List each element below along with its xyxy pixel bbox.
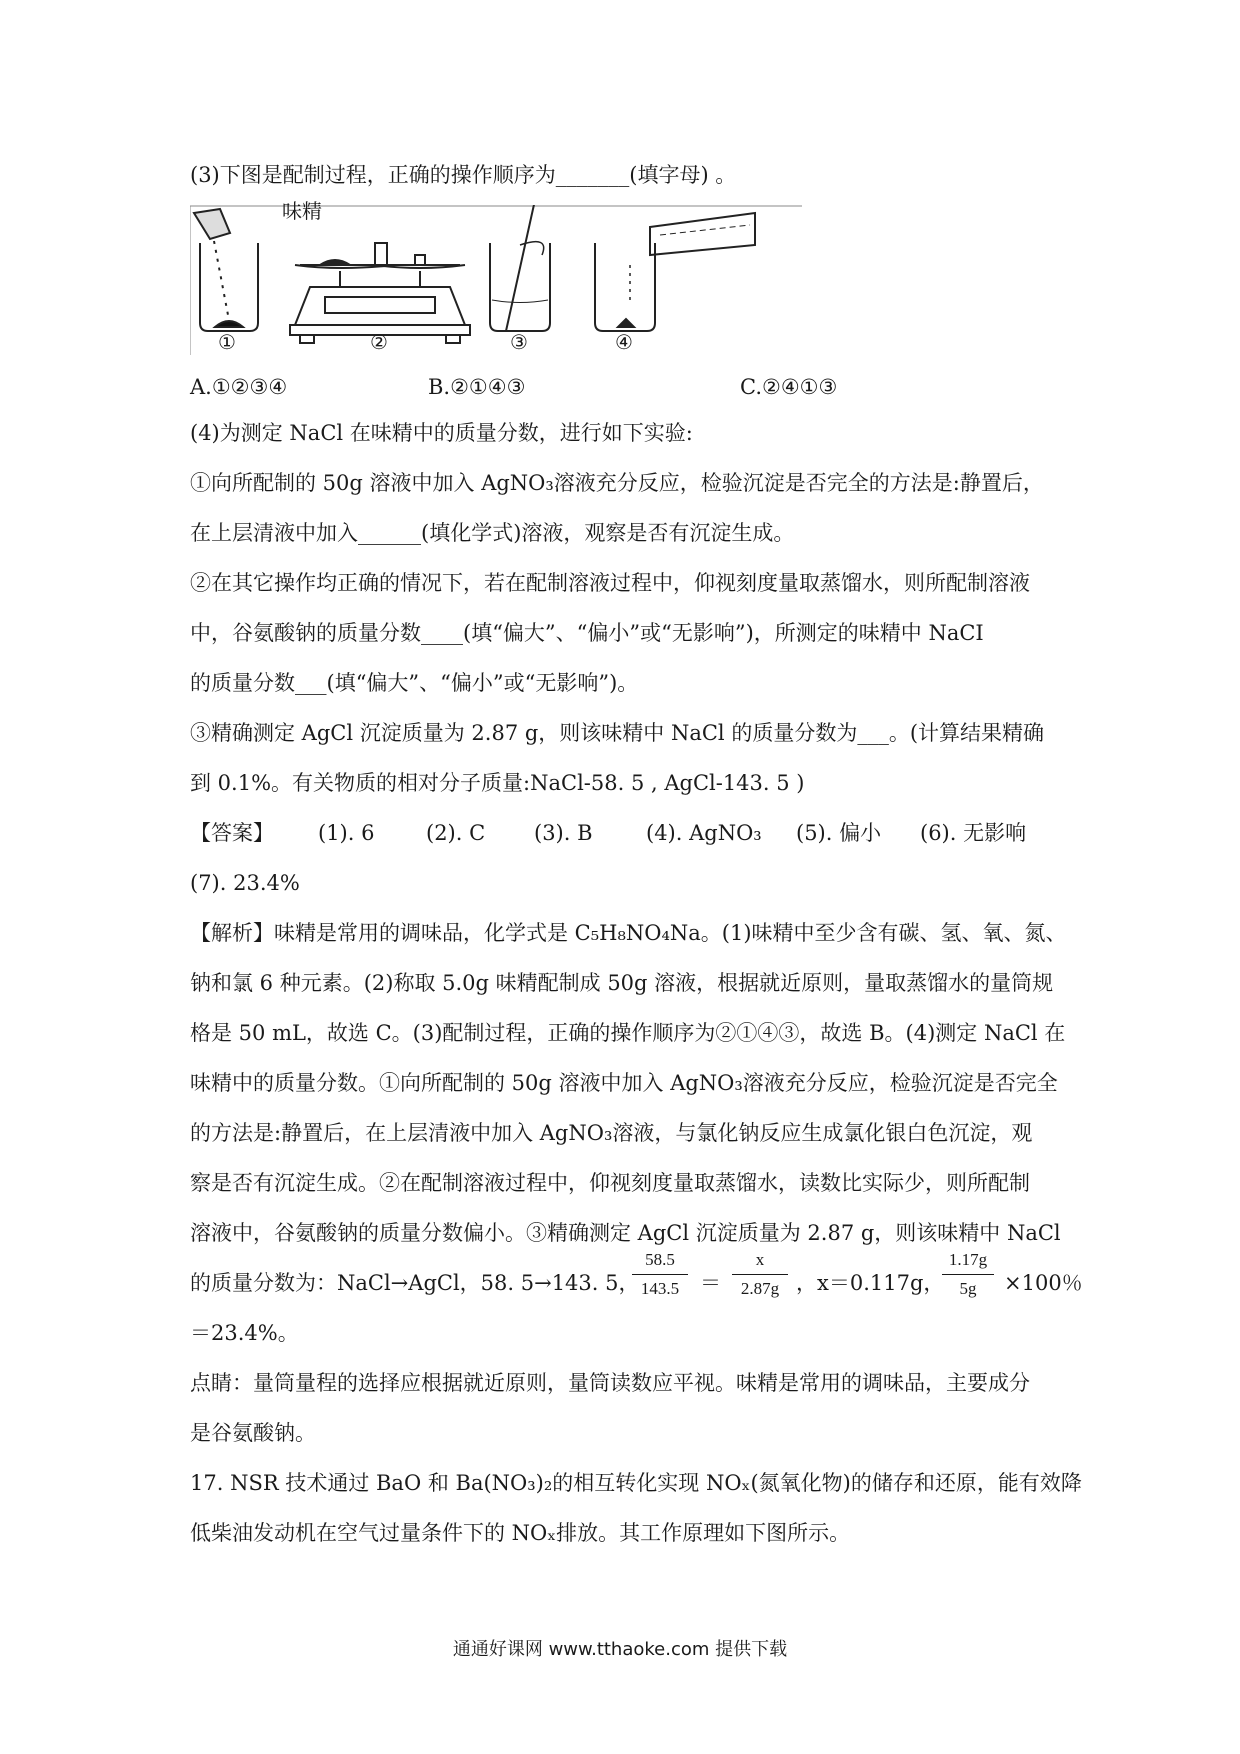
times-percent: ×100％ xyxy=(1004,1271,1083,1295)
fraction-3-numerator: 1.17g xyxy=(948,1250,988,1269)
answer-item-7: (7). 23.4% xyxy=(190,871,300,895)
q4-part1-line2: 在上层清液中加入______(填化学式)溶液，观察是否有沉淀生成。 xyxy=(190,521,795,545)
q4-part1-line1: ①向所配制的 50g 溶液中加入 AgNO₃溶液充分反应，检验沉淀是否完全的方法是:静置后， xyxy=(190,471,1044,495)
fraction-2-denominator: 2.87g xyxy=(740,1279,780,1298)
q4-part3-line1: ③精确测定 AgCl 沉淀质量为 2.87 g，则该味精中 NaCl 的质量分数为___。(计算结果精确 xyxy=(190,721,1045,745)
answer-item-3: (3). B xyxy=(534,821,593,845)
analysis-line-1: 【解析】味精是常用的调味品，化学式是 C₅H₈NO₄Na。(1)味精中至少含有碳、氢、氧、氮、 xyxy=(190,921,1067,945)
option-a: A.①②③④ xyxy=(190,375,288,399)
q3-text: (3)下图是配制过程，正确的操作顺序为_______(填字母) 。 xyxy=(190,163,737,187)
fraction-3 xyxy=(942,1250,994,1299)
equals-sign: ＝ xyxy=(700,1271,721,1295)
fraction-3-denominator: 5g xyxy=(959,1279,977,1298)
fraction-1 xyxy=(632,1250,688,1299)
comment-line-2: 是谷氨酸钠。 xyxy=(190,1421,316,1445)
q17-line-1: 17. NSR 技术通过 BaO 和 Ba(NO₃)₂的相互转化实现 NOₓ(氮氧化物)的储存和还原，能有效降 xyxy=(190,1471,1082,1495)
analysis-line-2: 钠和氯 6 种元素。(2)称取 5.0g 味精配制成 50g 溶液，根据就近原则，量取蒸馏水的量筒规 xyxy=(190,971,1054,995)
analysis-line-7: 溶液中，谷氨酸钠的质量分数偏小。③精确测定 AgCl 沉淀质量为 2.87 g，则该味精中 NaCl xyxy=(190,1221,1061,1245)
fraction-2 xyxy=(732,1250,788,1299)
answer-item-5: (5). 偏小 xyxy=(796,821,882,845)
fraction-1-bar xyxy=(632,1274,688,1275)
answer-label: 【答案】 xyxy=(190,821,274,845)
comment-line-1: 点睛：量筒量程的选择应根据就近原则，量筒读数应平视。味精是常用的调味品，主要成分 xyxy=(190,1371,1030,1395)
analysis-line-4: 味精中的质量分数。①向所配制的 50g 溶液中加入 AgNO₃溶液充分反应，检验沉淀是否完全 xyxy=(190,1071,1058,1095)
q4-part2-line2: 中，谷氨酸钠的质量分数____(填“偏大”、“偏小”或“无影响”)，所测定的味精中 NaCI xyxy=(190,621,984,645)
figure-label-3: ③ xyxy=(510,330,528,354)
answer-item-2: (2). C xyxy=(426,821,486,845)
figure-top-label: 味精 xyxy=(282,199,322,223)
q4-intro: (4)为测定 NaCl 在味精中的质量分数，进行如下实验: xyxy=(190,421,693,445)
figure-label-2: ② xyxy=(370,330,388,354)
fraction-1-numerator: 58.5 xyxy=(645,1250,675,1269)
answer-item-6: (6). 无影响 xyxy=(920,821,1027,845)
analysis-line-6: 察是否有沉淀生成。②在配制溶液过程中，仰视刻度量取蒸馏水，读数比实际少，则所配制 xyxy=(190,1171,1030,1195)
q4-part2-line3: 的质量分数___(填“偏大”、“偏小”或“无影响”)。 xyxy=(190,671,639,695)
fraction-3-bar xyxy=(942,1274,994,1275)
experiment-figure-drawing xyxy=(190,205,802,355)
analysis-mid: ，x＝0.117g， xyxy=(796,1271,945,1295)
answer-item-4: (4). AgNO₃ xyxy=(646,821,762,845)
analysis-line-9: ＝23.4%。 xyxy=(190,1321,299,1345)
option-c: C.②④①③ xyxy=(740,375,838,399)
q17-line-2: 低柴油发动机在空气过量条件下的 NOₓ排放。其工作原理如下图所示。 xyxy=(190,1521,851,1545)
analysis-line-3: 格是 50 mL，故选 C。(3)配制过程，正确的操作顺序为②①④③，故选 B。(4)测定 NaCl 在 xyxy=(190,1021,1066,1045)
figure-label-1: ① xyxy=(218,330,236,354)
q4-part3-line2: 到 0.1%。有关物质的相对分子质量:NaCl-58. 5 , AgCl-143. 5 ) xyxy=(190,771,805,795)
fraction-2-bar xyxy=(732,1274,788,1275)
page-footer: 通通好课网 www.tthaoke.com 提供下载 xyxy=(452,1639,788,1660)
experiment-figure xyxy=(190,199,802,355)
fraction-2-numerator: x xyxy=(755,1250,765,1269)
fraction-1-denominator: 143.5 xyxy=(640,1279,680,1298)
figure-label-4: ④ xyxy=(615,330,633,354)
option-b: B.②①④③ xyxy=(428,375,526,399)
analysis-line-5: 的方法是:静置后，在上层清液中加入 AgNO₃溶液，与氯化钠反应生成氯化银白色沉淀，观 xyxy=(190,1121,1033,1145)
answer-item-1: (1). 6 xyxy=(318,821,375,845)
q4-part2-line1: ②在其它操作均正确的情况下，若在配制溶液过程中，仰视刻度量取蒸馏水，则所配制溶液 xyxy=(190,571,1030,595)
analysis-line-8: 的质量分数为：NaCl→AgCl，58. 5→143. 5， xyxy=(190,1271,640,1295)
